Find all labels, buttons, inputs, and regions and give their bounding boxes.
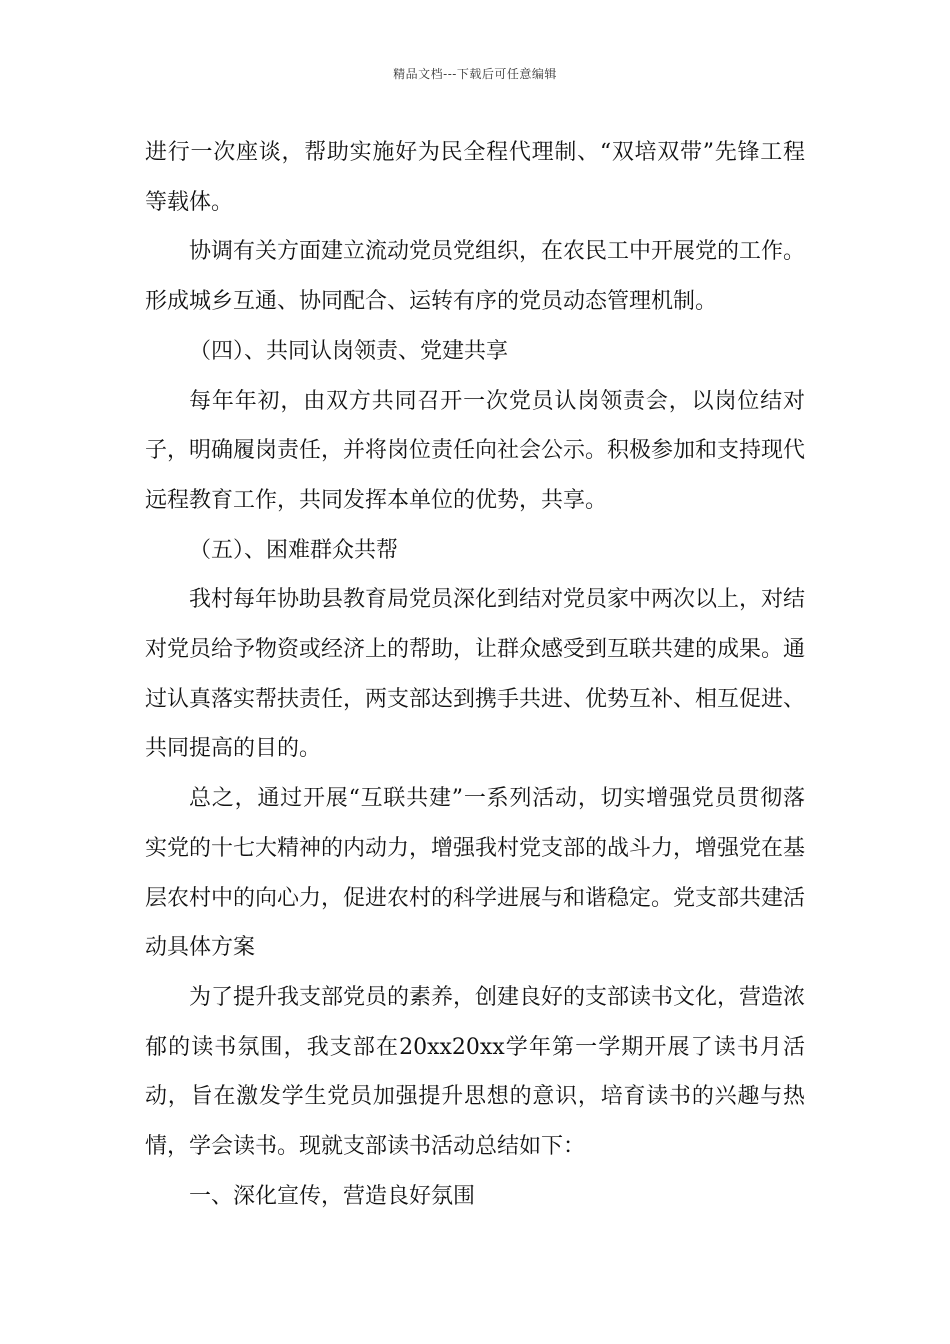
paragraph: 总之，通过开展“互联共建”一系列活动，切实增强党员贯彻落实党的十七大精神的内动力，增强我村党支部的战斗力，增强党在基层农村中的向心力，促进农村的科学进展与和谐稳定。党支部共建活动具体方案 [145, 786, 806, 961]
paragraph-continuation: 进行一次座谈，帮助实施好为民全程代理制、“双培双带”先锋工程等载体。 [145, 140, 805, 215]
section-heading: （五）、困难群众共帮 [189, 537, 399, 563]
paragraph: 每年年初，由双方共同召开一次党员认岗领责会，以岗位结对子，明确履岗责任，并将岗位责任向社会公示。积极参加和支持现代远程教育工作，共同发挥本单位的优势，共享。 [145, 388, 806, 513]
document-body [145, 128, 805, 1221]
section-heading: （四）、共同认岗领责、党建共享 [189, 338, 509, 364]
page-header: 精品文档---下载后可任意编辑 [393, 67, 557, 81]
paragraph: 协调有关方面建立流动党员党组织，在农民工中开展党的工作。形成城乡互通、协同配合、运转有序的党员动态管理机制。 [145, 239, 806, 315]
paragraph: 我村每年协助县教育局党员深化到结对党员家中两次以上，对结对党员给予物资或经济上的帮助，让群众感受到互联共建的成果。通过认真落实帮扶责任，两支部达到携手共进、优势互补、相互促进、共同提高的目的。 [145, 587, 806, 762]
section-heading: 一、深化宣传，营造良好氛围 [189, 1183, 476, 1209]
paragraph: 为了提升我支部党员的素养，创建良好的支部读书文化，营造浓郁的读书氛围，我支部在20xx20xx学年第一学期开展了读书月活动，旨在激发学生党员加强提升思想的意识，培育读书的兴趣与热情，学会读书。现就支部读书活动总结如下： [145, 984, 806, 1160]
